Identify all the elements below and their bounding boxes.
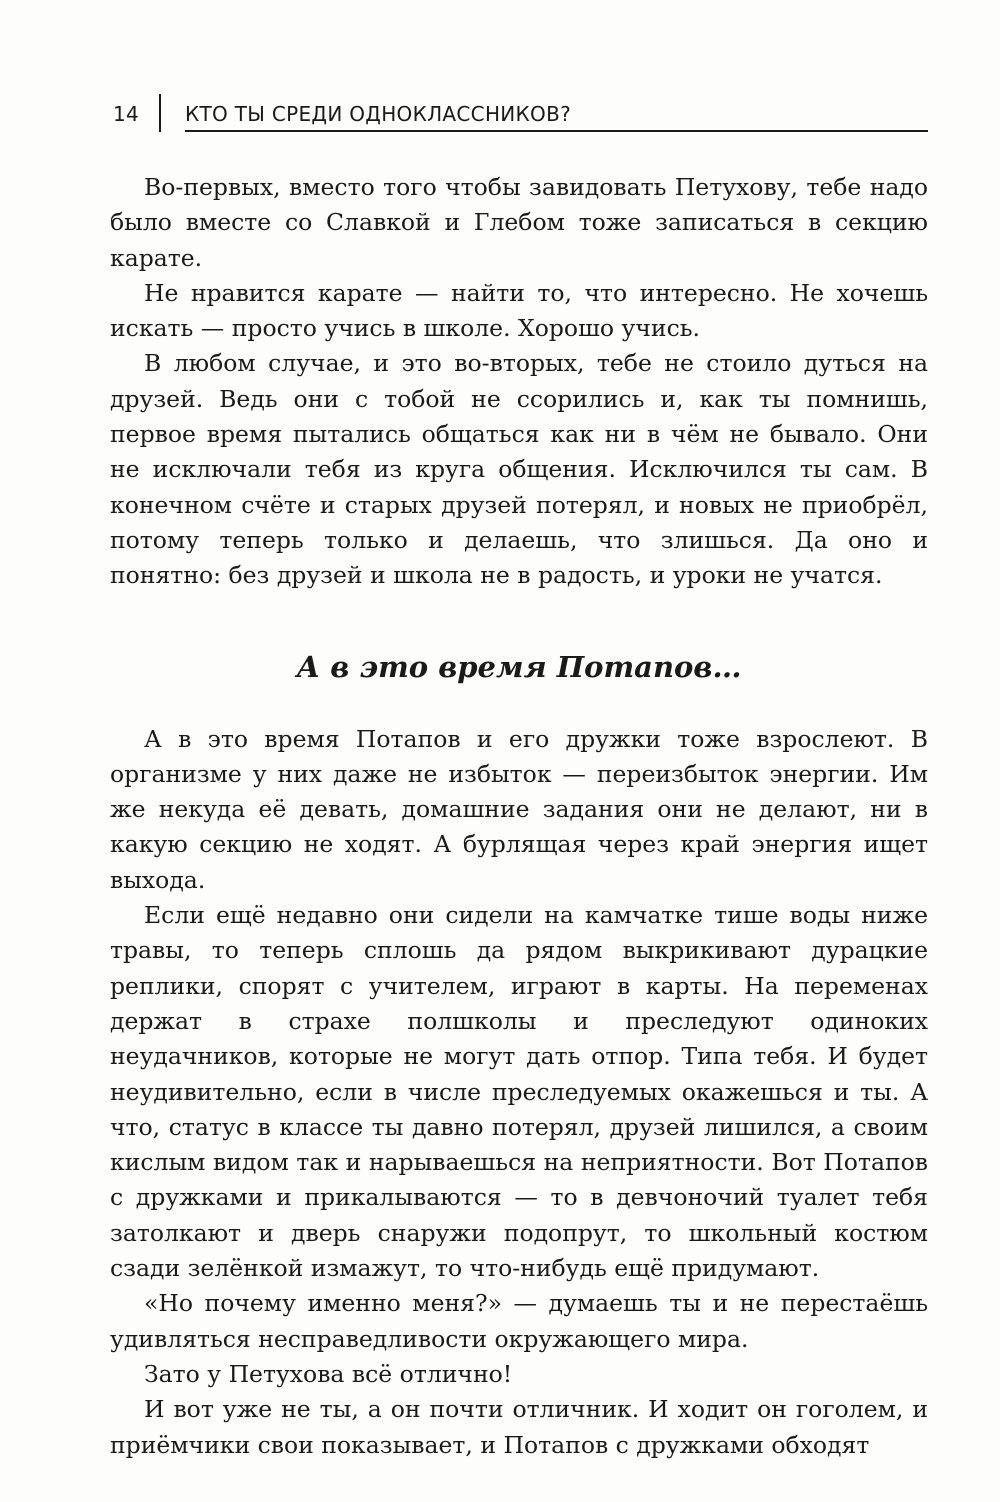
chapter-title: КТО ТЫ СРЕДИ ОДНОКЛАССНИКОВ? xyxy=(185,102,572,126)
paragraph: В любом случае, и это во-вторых, тебе не стоило дуться на друзей. Ведь они с тобой не ссорились и, как ты помнишь, первое время пытались общаться как ни в чём не бывало. Они не исключали тебя из круга общения. Исключился ты сам. В конечном счёте и старых друзей потерял, и новых не приобрёл, потому теперь только и делаешь, что злишься. Да оно и понятно: без друзей и школа не в радость, и уроки не учатся. xyxy=(110,349,928,590)
paragraph: Зато у Петухова всё отлично! xyxy=(144,1359,513,1388)
page-number: 14 xyxy=(113,102,140,126)
paragraph: И вот уже не ты, а он почти отличник. И ходит он гоголем, и приёмчики свои показывает, и Потапов с дружками обходят xyxy=(110,1395,928,1459)
paragraph: Если ещё недавно они сидели на камчатке тише воды ниже травы, то теперь сплошь да рядом выкрикивают дурацкие реплики, спорят с учителем, играют в карты. На переменах держат в страхе полшколы и преследуют одиноких неудачников, которые не могут дать отпор. Типа тебя. И будет неудивительно, если в числе преследуемых окажешься и ты. А что, статус в классе ты давно потерял, друзей лишился, а своим кислым видом так и нарываешься на неприятности. Вот Потапов с дружками и прикалываются — то в девчоночий туалет тебя затолкают и дверь снаружи подопрут, то школьный костюм сзади зелёнкой измажут, то что-нибудь ещё придумают. xyxy=(110,901,928,1283)
section-title: А в это время Потапов… xyxy=(296,649,742,684)
header-divider xyxy=(159,94,161,132)
header-rule xyxy=(185,130,928,132)
paragraph: Не нравится карате — найти то, что интересно. Не хочешь искать — просто учись в школе. Хорошо учись. xyxy=(110,278,928,343)
paragraph: А в это время Потапов и его дружки тоже взрослеют. В организме у них даже не избыток — переизбыток энергии. Им же некуда её девать, домашние задания они не делают, ни в какую секцию не ходят. А бурлящая через край энергия ищет выхода. xyxy=(110,724,928,894)
running-head xyxy=(113,92,928,132)
paragraph: «Но почему именно меня?» — думаешь ты и не перестаёшь удивляться несправедливости окружающего мира. xyxy=(110,1289,928,1353)
paragraph: Во-первых, вместо того чтобы завидовать Петухову, тебе надо было вместе со Славкой и Глебом тоже записаться в секцию карате. xyxy=(110,173,928,272)
body-text xyxy=(110,170,928,1463)
